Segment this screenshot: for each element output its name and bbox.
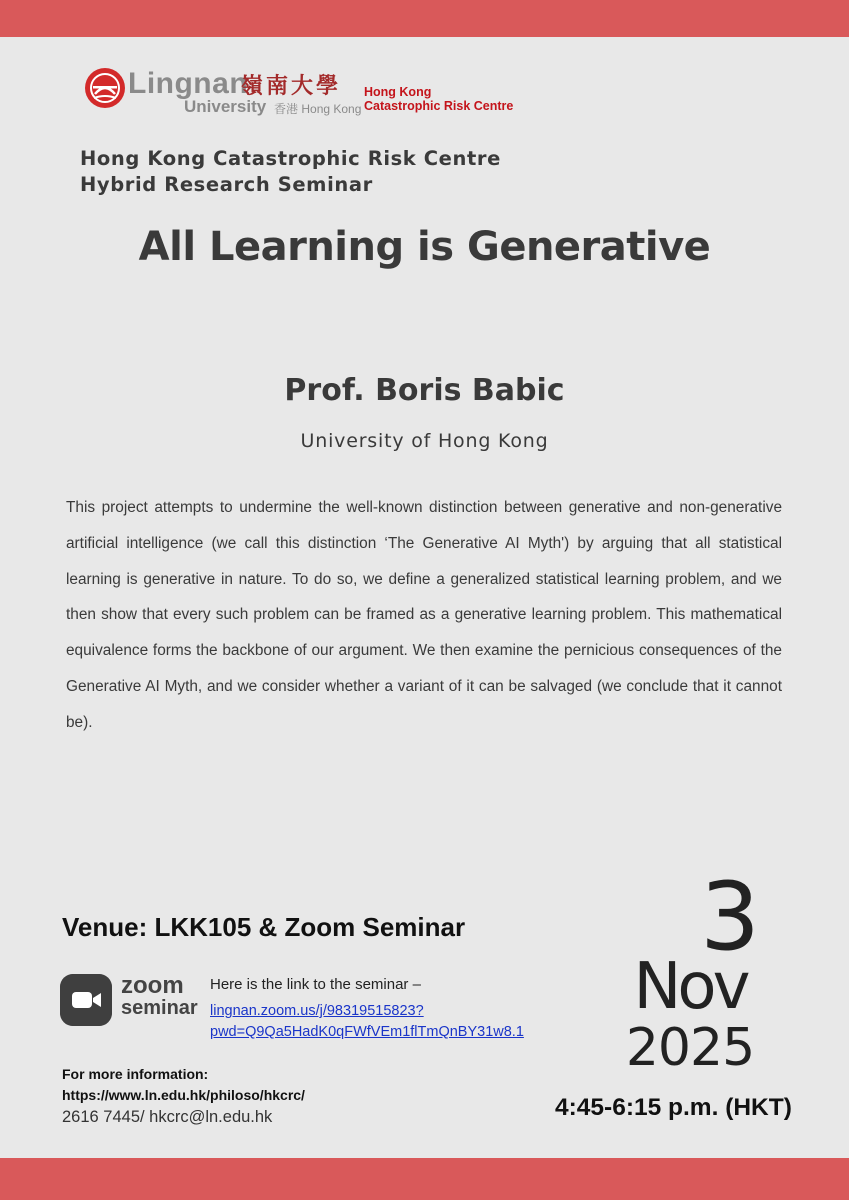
seminar-word: seminar: [121, 997, 198, 1019]
zoom-word: zoom: [121, 972, 184, 999]
logo-location: [274, 100, 361, 117]
date-day: 3: [700, 863, 760, 972]
zoom-wordmark: [121, 972, 198, 1019]
bottom-band: [0, 1158, 849, 1200]
zoom-link[interactable]: [210, 1001, 524, 1043]
logo-name-cn: 嶺南大學: [241, 74, 342, 99]
speaker-affiliation: University of Hong Kong: [300, 430, 549, 452]
talk-title: All Learning is Generative: [138, 224, 711, 270]
more-info: [62, 1064, 305, 1106]
zoom-link-line1[interactable]: lingnan.zoom.us/j/98319515823?: [210, 1003, 424, 1019]
date-year: 2025: [625, 1018, 755, 1078]
logo-university: University: [184, 97, 267, 116]
talk-abstract: This project attempts to undermine the well-known distinction between generative and non-generative artificial intelligence (we call this distinction ‘The Generative AI Myth') by arguing that all statistical learning is generative in nature. To do so, we define a generalized statistical learning problem, and we then show that every such problem can be framed as a generative learning problem. This mathematical equivalence forms the backbone of our argument. We then examine the pernicious consequences of the Generative AI Myth, and we consider whether a variant of it can be salvaged (we conclude that it cannot be).: [66, 499, 782, 731]
lingnan-emblem-icon: [84, 67, 126, 109]
logo-location-en: Hong Kong: [301, 102, 362, 116]
venue: Venue: LKK105 & Zoom Seminar: [62, 912, 466, 942]
logo-location-cn: 香港: [274, 102, 299, 116]
info-url[interactable]: https://www.ln.edu.hk/philoso/hkcrc/: [62, 1087, 305, 1103]
zoom-camera-icon: [60, 974, 112, 1026]
date-month: Nov: [633, 950, 747, 1024]
contact-info: 2616 7445/ hkcrc@ln.edu.hk: [62, 1108, 273, 1126]
top-band: [0, 0, 849, 37]
centre-name-line2: Catastrophic Risk Centre: [364, 99, 514, 113]
logo-name-en: Lingnan: [128, 67, 249, 100]
zoom-link-line2[interactable]: pwd=Q9Qa5HadK0qFWfVEm1flTmQnBY31w8.1: [210, 1024, 524, 1040]
event-time: 4:45-6:15 p.m. (HKT): [555, 1094, 792, 1121]
speaker-name: Prof. Boris Babic: [284, 373, 565, 408]
more-info-label: For more information:: [62, 1066, 209, 1082]
link-intro: Here is the link to the seminar –: [210, 976, 421, 993]
centre-name: [364, 85, 513, 113]
seminar-series: [80, 146, 501, 198]
centre-name-line1: Hong Kong: [364, 85, 432, 99]
series-line2: Hybrid Research Seminar: [80, 173, 373, 196]
series-line1: Hong Kong Catastrophic Risk Centre: [80, 147, 501, 170]
